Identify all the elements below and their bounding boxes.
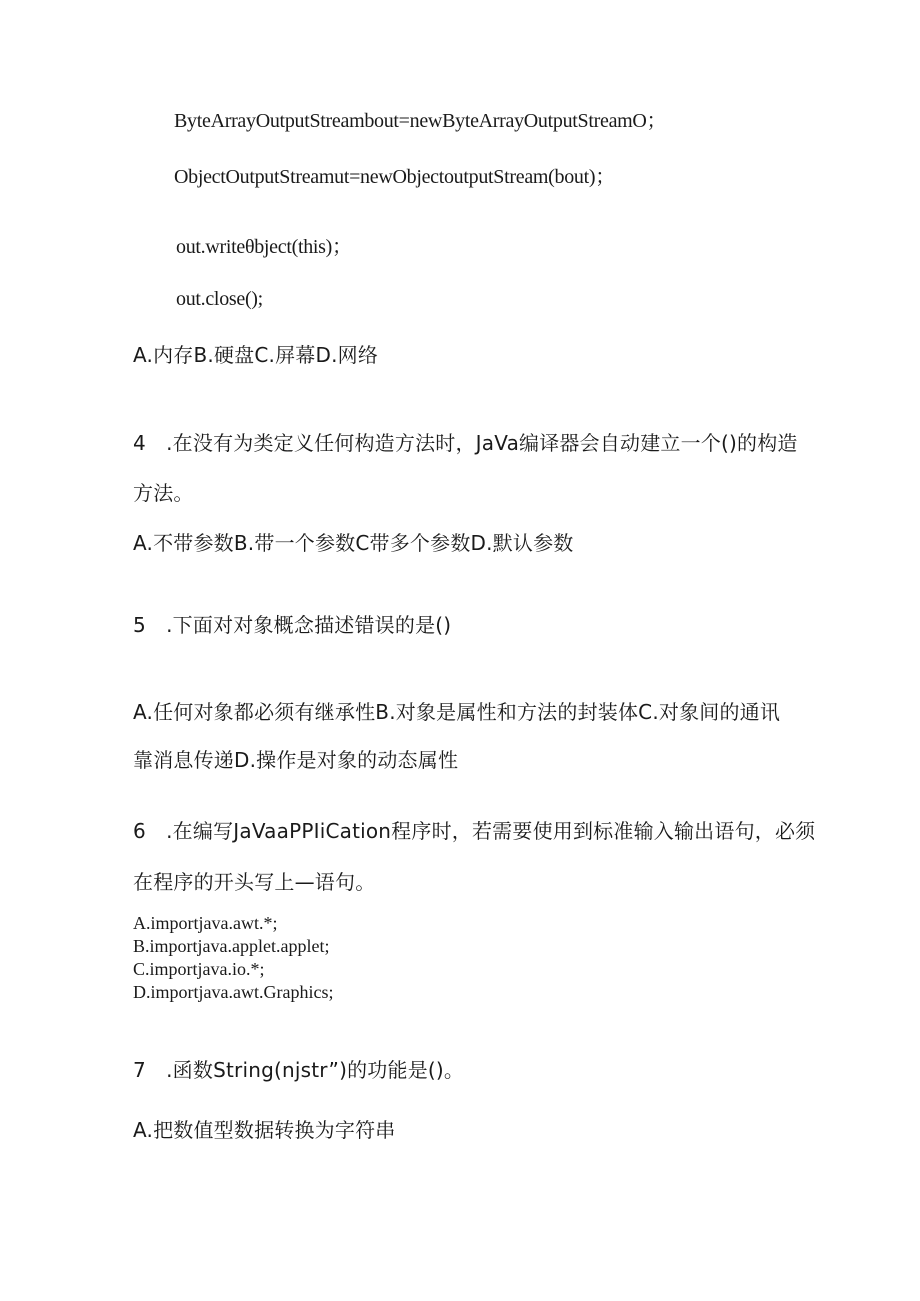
code-line-1: ByteArrayOutputStreambout=newByteArrayOutputStreamO； — [174, 110, 667, 132]
question-6-stem-line-1: 6 .在编写JaVaaPPIiCation程序时，若需要使用到标准输入输出语句，必须 — [133, 819, 816, 843]
question-6-stem-line-2: 在程序的开头写上—语句。 — [133, 870, 376, 894]
code-line-2: ObjectOutputStreamut=newObjectoutputStream(bout)； — [174, 166, 615, 188]
question-3-options: A.内存B.硬盘C.屏幕D.网络 — [133, 343, 379, 367]
question-4-options: A.不带参数B.带一个参数C带多个参数D.默认参数 — [133, 531, 574, 555]
question-7-stem: 7 .函数String(njstr”)的功能是()。 — [133, 1058, 465, 1082]
question-6-options — [133, 912, 333, 1004]
question-5-options-line-2: 靠消息传递D.操作是对象的动态属性 — [133, 748, 459, 772]
question-4-stem-line-1: 4 .在没有为类定义任何构造方法时，JaVa编译器会自动建立一个()的构造 — [133, 431, 798, 455]
question-6-option-a: A.importjava.awt.*; — [133, 913, 278, 933]
question-6-option-c: C.importjava.io.*; — [133, 959, 265, 979]
question-6-option-b: B.importjava.applet.applet; — [133, 936, 330, 956]
question-5-options-line-1: A.任何对象都必须有继承性B.对象是属性和方法的封装体C.对象间的通讯 — [133, 700, 781, 724]
question-6-option-d: D.importjava.awt.Graphics; — [133, 982, 334, 1002]
code-line-3: out.writeθbject(this)； — [176, 236, 352, 258]
code-line-4: out.close(); — [176, 288, 263, 310]
question-7-option-a: A.把数值型数据转换为字符串 — [133, 1118, 396, 1142]
question-5-stem: 5 .下面对对象概念描述错误的是() — [133, 613, 452, 637]
question-4-stem-line-2: 方法。 — [133, 481, 194, 505]
